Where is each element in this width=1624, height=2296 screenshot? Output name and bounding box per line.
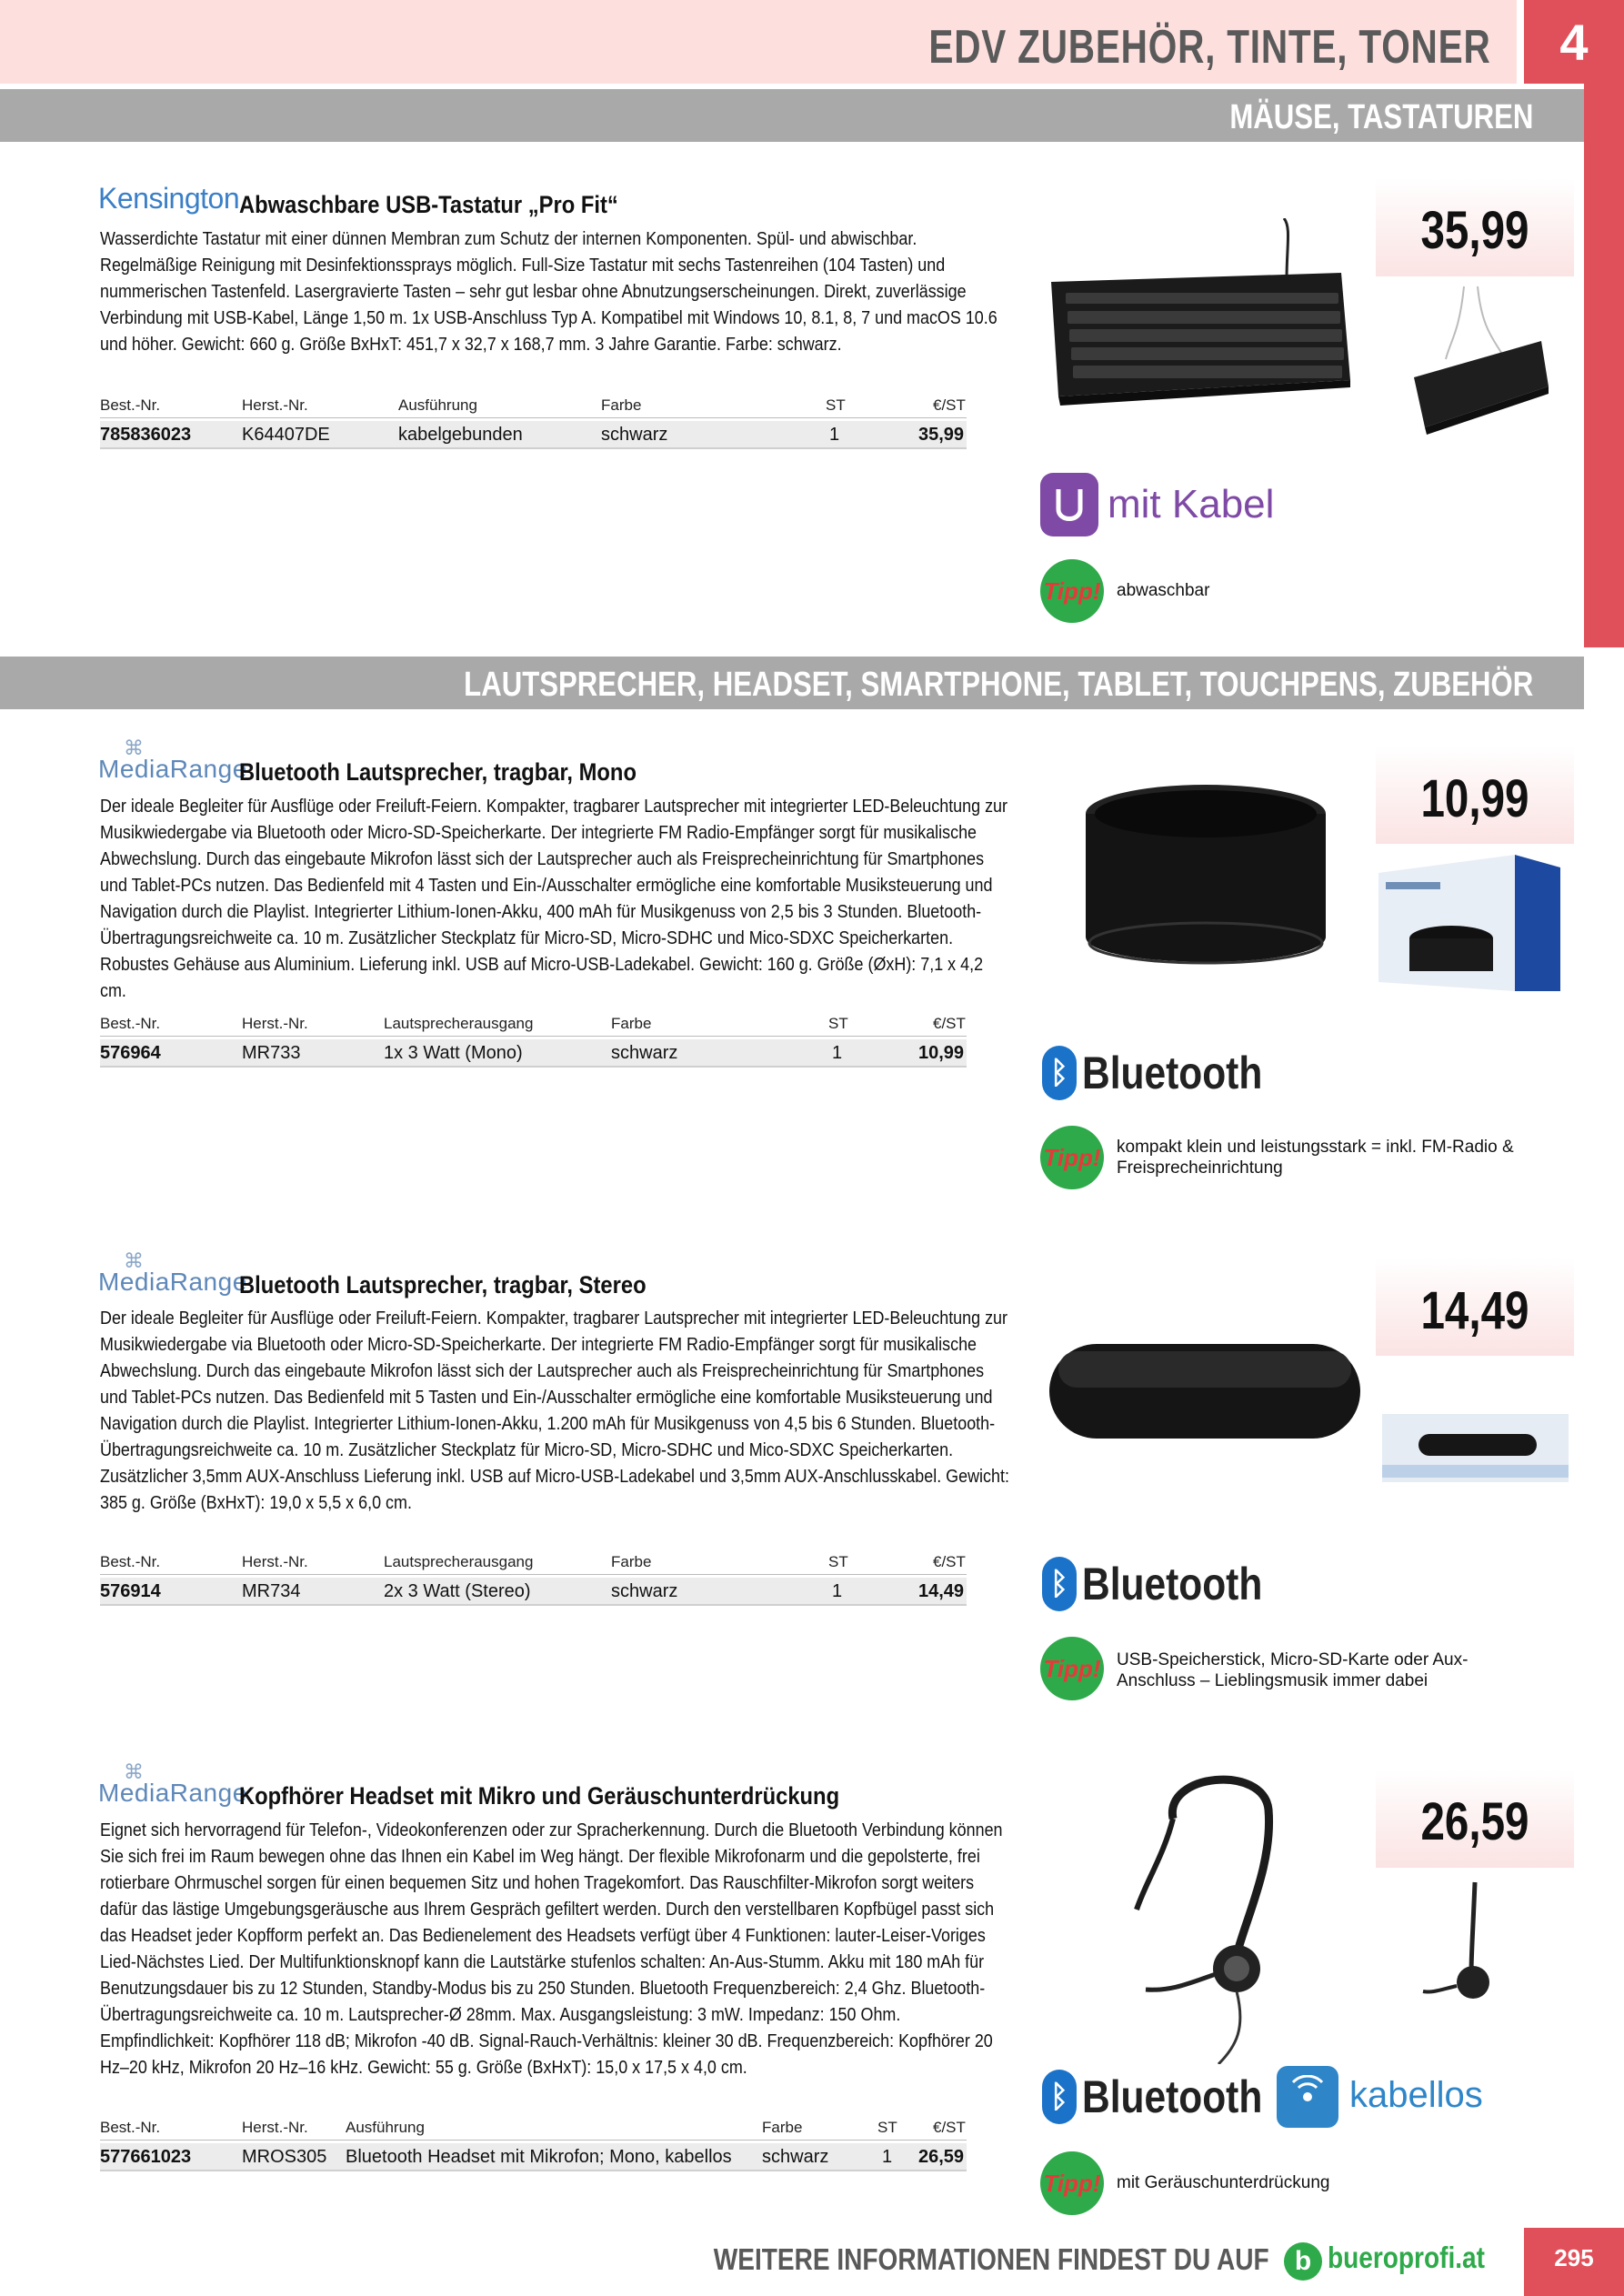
mediarange-icon: ⌘ bbox=[124, 1760, 144, 1783]
site-link[interactable]: bueroprofi.at bbox=[1328, 2241, 1485, 2274]
manufacturer-number: MROS305 bbox=[242, 2147, 327, 2167]
speaker-output: 2x 3 Watt (Stereo) bbox=[384, 1581, 531, 1601]
bluetooth-icon: ᛒ bbox=[1042, 1046, 1077, 1100]
product-title: Kopfhörer Headset mit Mikro und Geräuschunterdrückung bbox=[239, 1782, 840, 1810]
speaker-mono-box-image bbox=[1378, 855, 1560, 1000]
table-divider bbox=[100, 417, 967, 418]
col-header: €/ST bbox=[933, 1553, 966, 1570]
brand-logo: MediaRange bbox=[98, 1268, 247, 1296]
unit-price: 26,59 bbox=[918, 2147, 965, 2167]
price: 26,59 bbox=[1420, 1792, 1529, 1851]
manufacturer-number: MR734 bbox=[242, 1581, 301, 1601]
cable-icon bbox=[1040, 473, 1098, 536]
col-header: Herst.-Nr. bbox=[242, 1553, 308, 1570]
table-divider bbox=[100, 1574, 967, 1575]
page-number: 295 bbox=[1554, 2244, 1594, 2271]
site-logo-icon: b bbox=[1284, 2242, 1322, 2281]
section-title-1: MÄUSE, TASTATUREN bbox=[1228, 98, 1533, 136]
order-number: 576964 bbox=[100, 1043, 161, 1063]
chapter-number: 4 bbox=[1559, 14, 1589, 71]
col-header: Herst.-Nr. bbox=[242, 2119, 308, 2136]
quantity: 1 bbox=[882, 2147, 893, 2167]
quantity: 1 bbox=[829, 425, 840, 445]
unit-price: 35,99 bbox=[918, 425, 965, 445]
tipp-icon: Tipp! bbox=[1040, 2151, 1104, 2215]
bluetooth-logo: ᛒ Bluetooth bbox=[1042, 2070, 1294, 2124]
product-description: Wasserdichte Tastatur mit einer dünnen Membran zum Schutz der internen Komponenten. Spül- und abwischbar. Regelmäßige Reinigung mit Desinfektionssprays möglich. Full-Size Tastatur mit sechs Tastenreihen (104 Tasten) und nummerischen Tastenfeld. Lasergravierte Tasten – sehr gut lesbar ohne Abnutzungserscheinungen. Direkt, zuverlässige Verbindung mit USB-Kabel, Länge 1,50 m. 1x USB-Anschluss Typ A. Kompatibel mit Windows 10, 8.1, 8, 7 und macOS 10.6 und höher. Gewicht: 660 g. Größe BxHxT: 451,7 x 32,7 x 168,7 mm. 3 Jahre Garantie. Farbe: schwarz. bbox=[100, 228, 997, 355]
quantity: 1 bbox=[832, 1043, 843, 1063]
col-header: €/ST bbox=[933, 1015, 966, 1032]
speaker-stereo-image bbox=[1046, 1337, 1364, 1446]
keyboard-image bbox=[1046, 218, 1355, 409]
col-header: ST bbox=[877, 2119, 897, 2136]
headset-image-alt bbox=[1418, 1873, 1519, 2019]
product-description: Der ideale Begleiter für Ausflüge oder Freiluft-Feiern. Kompakter, tragbarer Lautsprecher mit integrierter LED-Beleuchtung zur Musikwiedergabe via Bluetooth oder Micro-SD-Speicherkarte. Der integrierte FM Radio-Empfänger sorgt für musikalische Abwechslung. Durch das eingebaute Mikrofon lässt sich der Lautsprecher auch als Freisprecheinrichtung für Smartphones und Tablet-PCs nutzen. Das Bedienfeld mit 5 Tasten und Ein-/Ausschalter ermögliche eine komfortable Musiksteuerung und Navigation durch die Playlist. Integrierter Lithium-Ionen-Akku, 1.200 mAh für Musikgenuss von 4,5 bis 6 Stunden. Bluetooth-Übertragungsreichweite ca. 10 m. Zusätzlicher Steckplatz für Micro-SD, Micro-SDHC und Mico-SDXC Speicherkarten. Zusätzlicher 3,5mm AUX-Anschluss Lieferung inkl. USB auf Micro-USB-Ladekabel und 3,5mm AUX-Anschlusskabel. Gewicht: 385 g. Größe (BxHxT): 19,0 x 5,5 x 6,0 cm. bbox=[100, 1308, 1009, 1513]
tipp-text: abwaschbar bbox=[1117, 581, 1210, 600]
tipp-icon: Tipp! bbox=[1040, 559, 1104, 623]
bluetooth-logo: ᛒ Bluetooth bbox=[1042, 1557, 1294, 1611]
col-header: Farbe bbox=[762, 2119, 803, 2136]
price: 35,99 bbox=[1420, 201, 1529, 260]
brand-logo: MediaRange bbox=[98, 1779, 247, 1807]
footer-text: WEITERE INFORMATIONEN FINDEST DU AUF bbox=[714, 2242, 1269, 2276]
col-header: Herst.-Nr. bbox=[242, 396, 308, 414]
variant: Bluetooth Headset mit Mikrofon; Mono, kabellos bbox=[346, 2147, 732, 2167]
unit-price: 14,49 bbox=[918, 1581, 965, 1601]
col-header: Best.-Nr. bbox=[100, 1015, 161, 1032]
order-number: 576914 bbox=[100, 1581, 161, 1601]
col-header: Ausführung bbox=[346, 2119, 425, 2136]
col-header: ST bbox=[828, 1553, 848, 1570]
product-title: Bluetooth Lautsprecher, tragbar, Mono bbox=[239, 758, 637, 786]
side-marker bbox=[1584, 84, 1624, 647]
manufacturer-number: MR733 bbox=[242, 1043, 301, 1063]
col-header: Lautsprecherausgang bbox=[384, 1015, 534, 1032]
color: schwarz bbox=[762, 2147, 829, 2167]
wireless-icon bbox=[1277, 2066, 1338, 2128]
cable-badge-label: mit Kabel bbox=[1108, 482, 1275, 526]
col-header: €/ST bbox=[933, 396, 966, 414]
bluetooth-logo: ᛒ Bluetooth bbox=[1042, 1046, 1294, 1100]
col-header: Best.-Nr. bbox=[100, 2119, 161, 2136]
mediarange-icon: ⌘ bbox=[124, 1249, 144, 1272]
speaker-output: 1x 3 Watt (Mono) bbox=[384, 1043, 523, 1063]
col-header: Farbe bbox=[611, 1015, 652, 1032]
col-header: €/ST bbox=[933, 2119, 966, 2136]
col-header: Farbe bbox=[601, 396, 642, 414]
brand-logo: Kensington bbox=[98, 182, 240, 215]
variant: kabelgebunden bbox=[398, 425, 523, 445]
wireless-label: kabellos bbox=[1349, 2075, 1483, 2115]
tipp-icon: Tipp! bbox=[1040, 1637, 1104, 1700]
price: 14,49 bbox=[1420, 1281, 1529, 1340]
table-divider bbox=[100, 1036, 967, 1037]
quantity: 1 bbox=[832, 1581, 843, 1601]
col-header: Lautsprecherausgang bbox=[384, 1553, 534, 1570]
order-number: 577661023 bbox=[100, 2147, 192, 2167]
color: schwarz bbox=[601, 425, 668, 445]
order-number: 785836023 bbox=[100, 425, 192, 445]
col-header: Best.-Nr. bbox=[100, 396, 161, 414]
unit-price: 10,99 bbox=[918, 1043, 965, 1063]
bluetooth-icon: ᛒ bbox=[1042, 1557, 1077, 1611]
page-title: EDV ZUBEHÖR, TINTE, TONER bbox=[928, 21, 1491, 74]
headset-image bbox=[1109, 1764, 1318, 2064]
manufacturer-number: K64407DE bbox=[242, 425, 330, 445]
product-description: Eignet sich hervorragend für Telefon-, Videokonferenzen oder zur Spracherkennung. Durch die Bluetooth Verbindung können Sie sich frei im Raum bewegen ohne das Ihnen ein Kabel im Weg hängt. Der flexible Mikrofonarm und die gepolsterte, frei rotierbare Ohrmuschel sorgen für einen bequemen Sitz und hohen Tragekomfort. Das Rauschfilter-Mikrofon sorgt weiters dafür das lästige Umgebungsgeräusche aus Ihrem Gespräch gefiltert werden. Durch den verstellbaren Kopfbügel passt sich das Headset jeder Kopfform perfekt an. Das Bedienelement des Headsets verfügt über 4 Funktionen: lauter-Leiser-Voriges Lied-Nächstes Lied. Der Multifunktionsknopf kann die Lautstärke stufenlos schalten: An-Aus-Stumm. Akku mit 180 mAh für Benutzungsdauer bis zu 12 Stunden, Standby-Modus bis zu 250 Stunden. Bluetooth Frequenzbereich: 2,4 Ghz. Bluetooth-Übertragungsreichweite ca. 10 m. Lautsprecher-Ø 28mm. Max. Ausgangsleistung: 3 mW. Impedanz: 150 Ohm. Empfindlichkeit: Kopfhörer 118 dB; Mikrofon -40 dB. Signal-Rauch-Verhältnis: kleiner 30 dB. Frequenzbereich: Kopfhörer 20 Hz–20 kHz, Mikrofon 20 Hz–16 kHz. Gewicht: 55 g. Größe (BxHxT): 15,0 x 17,5 x 4,0 cm. bbox=[100, 1820, 1003, 2078]
col-header: ST bbox=[828, 1015, 848, 1032]
table-divider bbox=[100, 2140, 967, 2141]
speaker-mono-image bbox=[1078, 777, 1333, 978]
product-description: Der ideale Begleiter für Ausflüge oder Freiluft-Feiern. Kompakter, tragbarer Lautsprecher mit integrierter LED-Beleuchtung zur Musikwiedergabe via Bluetooth oder Micro-SD-Speicherkarte. Der integrierte FM Radio-Empfänger sorgt für musikalische Abwechslung. Durch das eingebaute Mikrofon lässt sich der Lautsprecher auch als Freisprecheinrichtung für Smartphones und Tablet-PCs nutzen. Das Bedienfeld mit 4 Tasten und Ein-/Ausschalter ermögliche eine komfortable Musiksteuerung und Navigation durch die Playlist. Integrierter Lithium-Ionen-Akku, 400 mAh für Musikgenuss von 2,5 bis 3 Stunden. Bluetooth-Übertragungsreichweite ca. 10 m. Zusätzlicher Steckplatz für Micro-SD, Micro-SDHC und Mico-SDXC Speicherkarten. Robustes Gehäuse aus Aluminium. Lieferung inkl. USB auf Micro-USB-Ladekabel. Gewicht: 160 g. Größe (ØxH): 7,1 x 4,2 cm. bbox=[100, 796, 1008, 1001]
section-title-2: LAUTSPRECHER, HEADSET, SMARTPHONE, TABLET, TOUCHPENS, ZUBEHÖR bbox=[463, 666, 1533, 704]
price: 10,99 bbox=[1420, 769, 1529, 828]
col-header: Ausführung bbox=[398, 396, 477, 414]
color: schwarz bbox=[611, 1581, 678, 1601]
col-header: Herst.-Nr. bbox=[242, 1015, 308, 1032]
col-header: ST bbox=[826, 396, 846, 414]
tipp-icon: Tipp! bbox=[1040, 1126, 1104, 1189]
tipp-text: kompakt klein und leistungsstark = inkl. FM-Radio & Freisprecheinrichtung bbox=[1117, 1138, 1514, 1178]
keyboard-image-alt bbox=[1396, 277, 1550, 450]
speaker-stereo-box-image bbox=[1382, 1414, 1569, 1482]
mediarange-icon: ⌘ bbox=[124, 737, 144, 759]
color: schwarz bbox=[611, 1043, 678, 1063]
brand-logo: MediaRange bbox=[98, 755, 247, 783]
bluetooth-icon: ᛒ bbox=[1042, 2070, 1077, 2124]
product-title: Bluetooth Lautsprecher, tragbar, Stereo bbox=[239, 1271, 647, 1298]
col-header: Best.-Nr. bbox=[100, 1553, 161, 1570]
tipp-text: mit Geräuschunterdrückung bbox=[1117, 2173, 1330, 2192]
product-title: Abwaschbare USB-Tastatur „Pro Fit“ bbox=[239, 191, 618, 218]
col-header: Farbe bbox=[611, 1553, 652, 1570]
tipp-text: USB-Speicherstick, Micro-SD-Karte oder Aux-Anschluss – Lieblingsmusik immer dabei bbox=[1117, 1650, 1469, 1690]
